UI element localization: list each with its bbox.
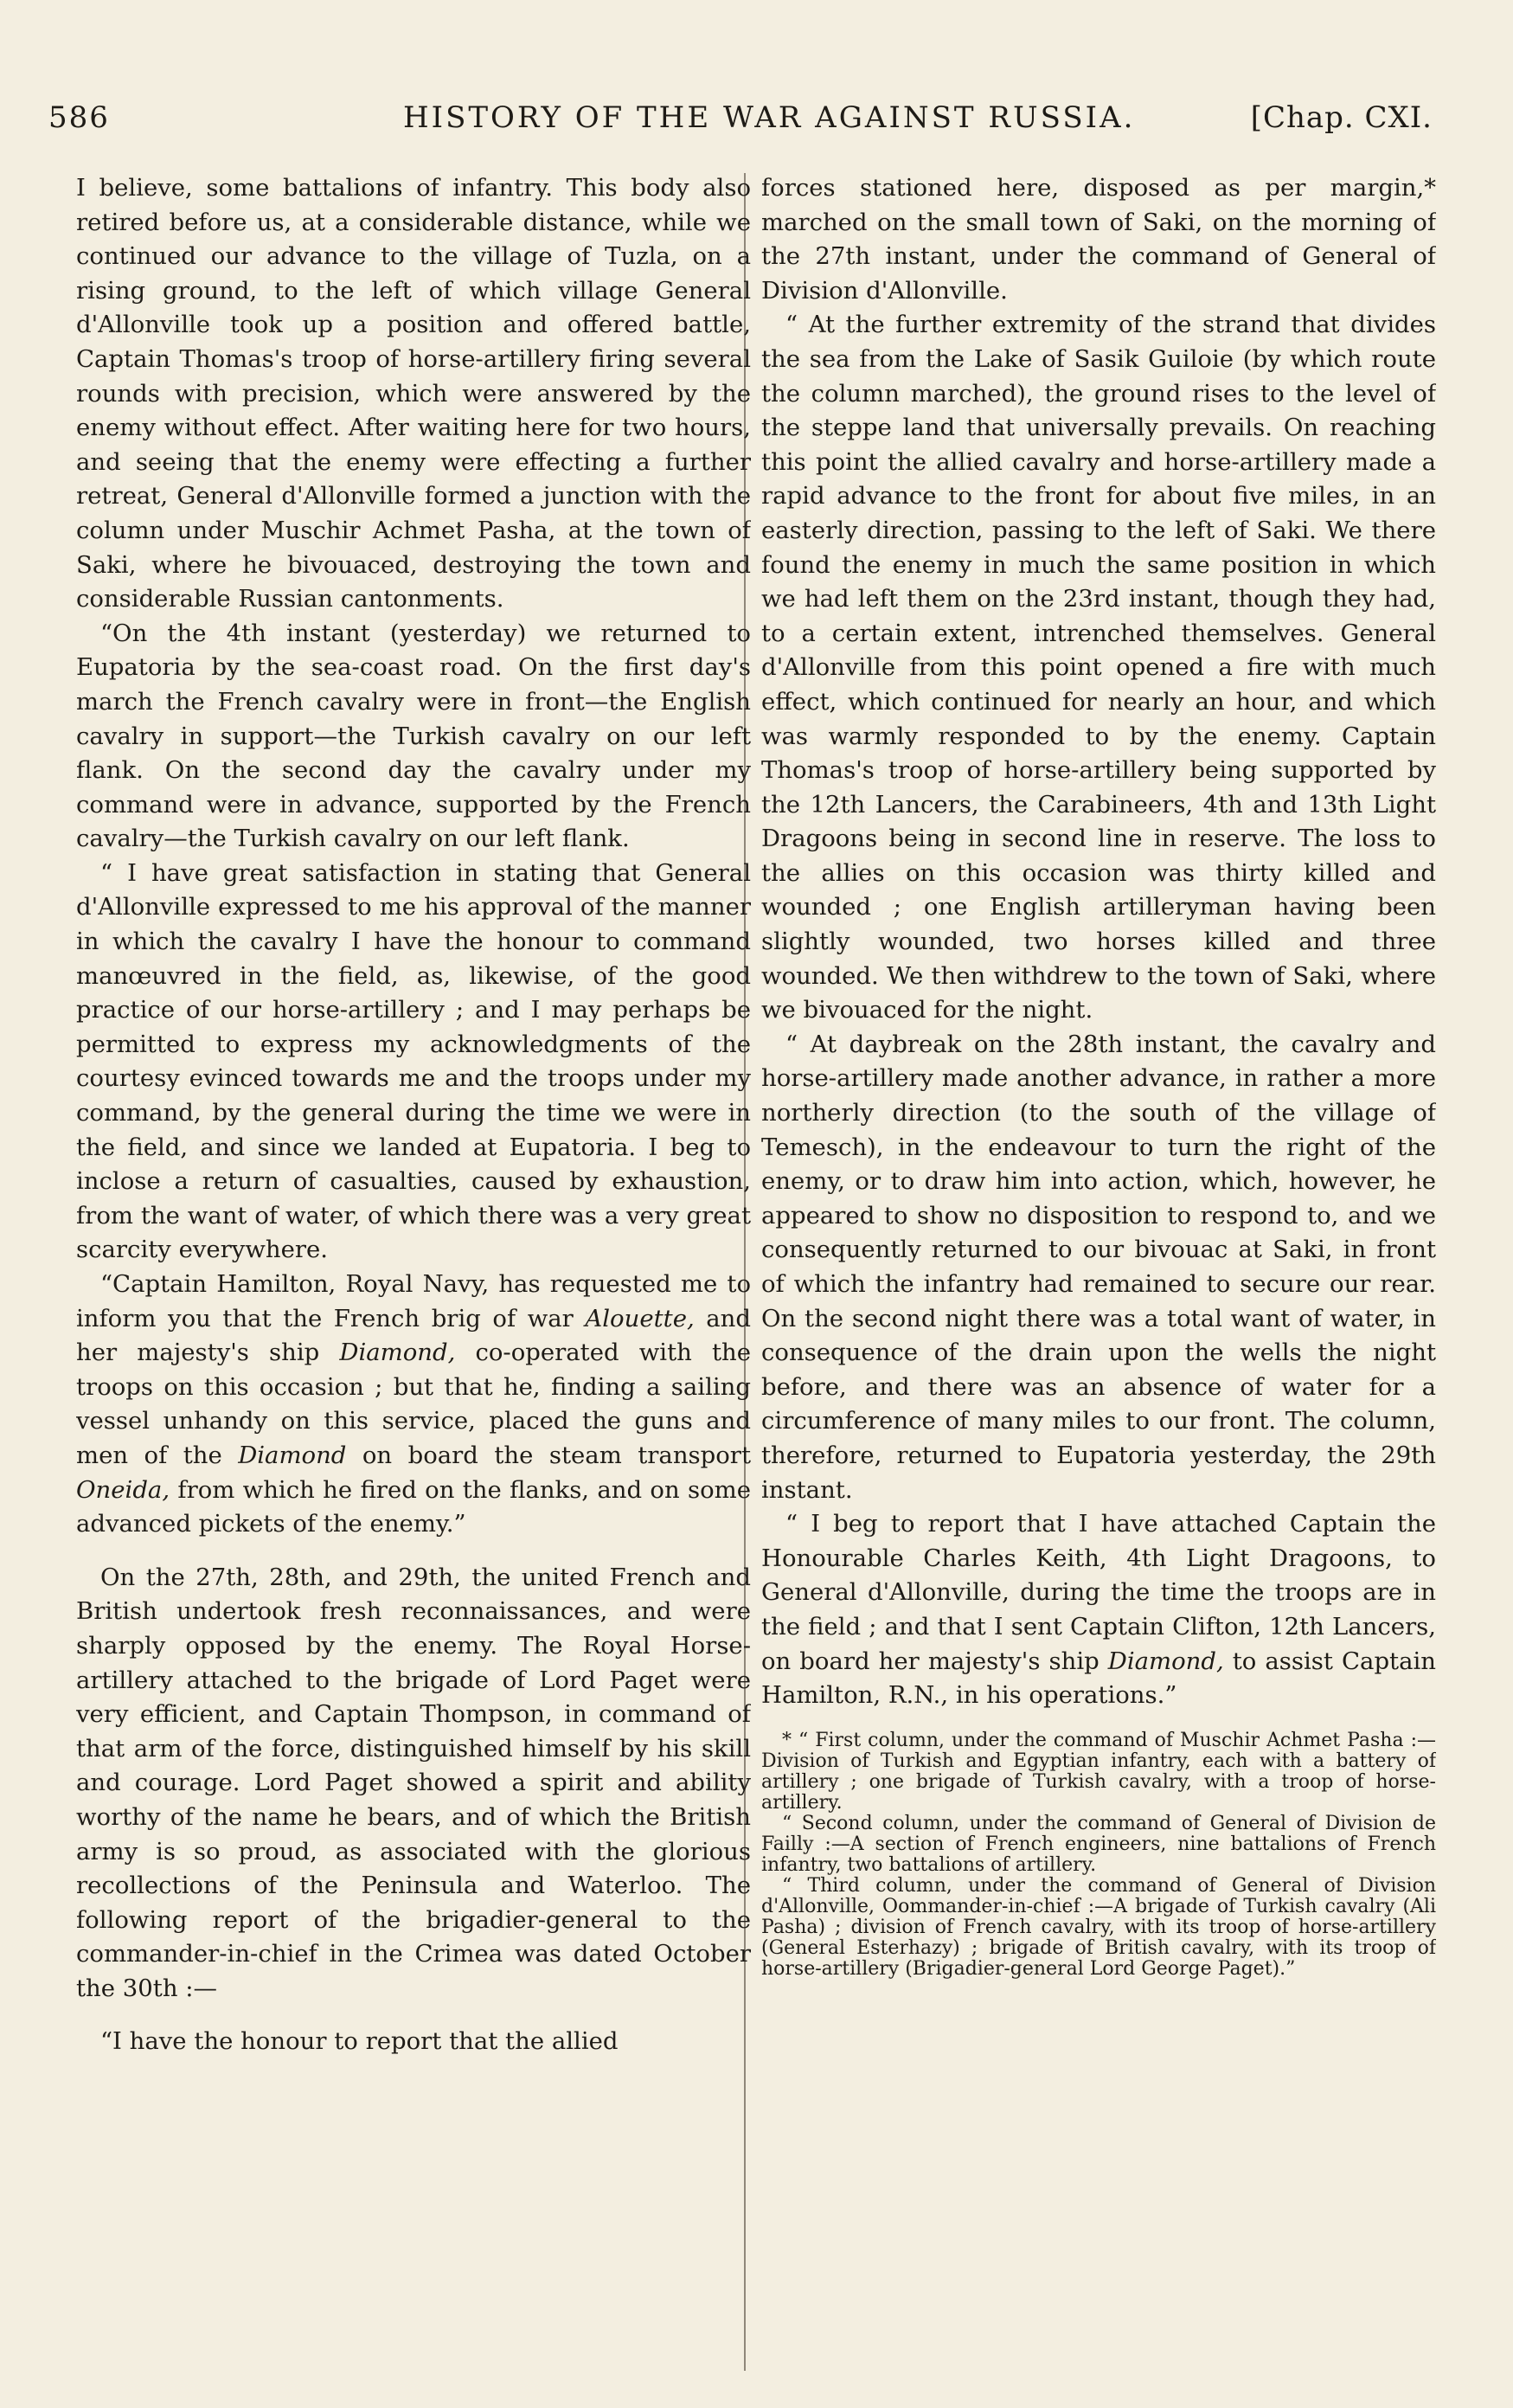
- page-number: 586: [48, 100, 110, 135]
- paragraph: “Captain Hamilton, Royal Navy, has requested me to inform you that the French brig of war Alouette, and her majesty's ship Diamond, co-operated with the troops on this occasion ; but that he, finding a sailing vessel unhandy on this service, placed the guns and men of the Diamond on board the steam transport Oneida, from which he fired on the flanks, and on some advanced pickets of the enemy.”: [76, 1270, 751, 1538]
- ship-name: Diamond,: [339, 1339, 456, 1367]
- ship-name: Diamond,: [1107, 1647, 1224, 1675]
- right-column: [761, 171, 1436, 2386]
- footnote-entry: “ Second column, under the command of General of Division de Failly :—A section of French engineers, nine battalions of French infantry, two battalions of artillery.: [761, 1812, 1436, 1876]
- paragraph: forces stationed here, disposed as per margin,* marched on the small town of Saki, on the morning of the 27th instant, under the command of General of Division d'Allonville.: [761, 174, 1436, 305]
- paragraph: “ I beg to report that I have attached Captain the Honourable Charles Keith, 4th Light Dragoons, to General d'Allonville, during the time the troops are in the field ; and that I sent Captain Clifton, 12th Lancers, on board her majesty's ship Diamond, to assist Captain Hamilton, R.N., in his operations.”: [761, 1510, 1436, 1710]
- footnote-entry: * “ First column, under the command of Muschir Achmet Pasha :—Division of Turkish and Egyptian infantry, each with a battery of artillery ; one brigade of Turkish cavalry, with a troop of horse-artillery.: [761, 1729, 1436, 1814]
- running-title: HISTORY OF THE WAR AGAINST RUSSIA.: [403, 100, 1136, 135]
- paragraph: “ At daybreak on the 28th instant, the cavalry and horse-artillery made another advance, in rather a more northerly direction (to the south of the village of Temesch), in the endeavour to turn the right of the enemy, or to draw him into action, which, however, he appeared to show no disposition to respond to, and we consequently returned to our bivouac at Saki, in front of which the infantry had remained to secure our rear. On the second night there was a total want of water, in consequence of the drain upon the wells the night before, and there was an absence of water for a circumference of many miles to our front. The column, therefore, returned to Eupatoria yesterday, the 29th instant.: [761, 1030, 1436, 1504]
- footnote-entry: “ Third column, under the command of General of Division d'Allonville, Oommander-in-chief :—A brigade of Turkish cavalry (Ali Pasha) ; division of French cavalry, with its troop of horse-artillery (General Esterhazy) ; brigade of British cavalry, with its troop of horse-artillery (Brigadier-general Lord George Paget).”: [761, 1874, 1436, 1980]
- ship-name: Oneida,: [76, 1475, 170, 1504]
- paragraph: On the 27th, 28th, and 29th, the united French and British undertook fresh reconnaissances, and were sharply opposed by the enemy. The Royal Horse-artillery attached to the brigade of Lord Paget were very efficient, and Captain Thompson, in command of that arm of the force, distinguished himself by his skill and courage. Lord Paget showed a spirit and ability worthy of the name he bears, and of which the British army is so proud, as associated with the glorious recollections of the Peninsula and Waterloo. The following report of the brigadier-general to the commander-in-chief in the Crimea was dated October the 30th :—: [76, 1563, 751, 2002]
- paragraph: I believe, some battalions of infantry. This body also retired before us, at a considerable distance, while we continued our advance to the village of Tuzla, on a rising ground, to the left of which village General d'Allonville took up a position and offered battle, Captain Thomas's troop of horse-artillery firing several rounds with precision, which were answered by the enemy without effect. After waiting here for two hours, and seeing that the enemy were effecting a further retreat, General d'Allonville formed a junction with the column under Muschir Achmet Pasha, at the town of Saki, where he bivouaced, destroying the town and considerable Russian cantonments.: [76, 174, 751, 613]
- page-header: [48, 92, 1433, 144]
- paragraph: “ At the further extremity of the strand that divides the sea from the Lake of Sasik Guiloie (by which route the column marched), the ground rises to the level of the steppe land that universally prevails. On reaching this point the allied cavalry and horse-artillery made a rapid advance to the front for about five miles, in an easterly direction, passing to the left of Saki. We there found the enemy in much the same position in which we had left them on the 23rd instant, though they had, to a certain extent, intrenched themselves. General d'Allonville from this point opened a fire with much effect, which continued for nearly an hour, and which was warmly responded to by the enemy. Captain Thomas's troop of horse-artillery being supported by the 12th Lancers, the Carabineers, 4th and 13th Light Dragoons being in second line in reserve. The loss to the allies on this occasion was thirty killed and wounded ; one English artilleryman having been slightly wounded, two horses killed and three wounded. We then withdrew to the town of Saki, where we bivouaced for the night.: [761, 311, 1436, 1024]
- ship-name: Diamond: [238, 1441, 347, 1469]
- ship-name: Alouette,: [585, 1304, 695, 1332]
- chapter-label: [Chap. CXI.: [1250, 100, 1433, 135]
- paragraph: “I have the honour to report that the allied: [100, 2027, 619, 2056]
- paragraph: “ I have great satisfaction in stating that General d'Allonville expressed to me his approval of the manner in which the cavalry I have the honour to command manœuvred in the field, as, likewise, of the good practice of our horse-artillery ; and I may perhaps be permitted to express my acknowledgments of the courtesy evinced towards me and the troops under my command, by the general during the time we were in the field, and since we landed at Eupatoria. I beg to inclose a return of casualties, caused by exhaustion, from the want of water, of which there was a very great scarcity everywhere.: [76, 858, 751, 1264]
- paragraph: “On the 4th instant (yesterday) we returned to Eupatoria by the sea-coast road. On the first day's march the French cavalry were in front—the English cavalry in support—the Turkish cavalry on our left flank. On the second day the cavalry under my command were in advance, supported by the French cavalry—the Turkish cavalry on our left flank.: [76, 619, 751, 853]
- footnote: [761, 1731, 1436, 1980]
- left-column: [76, 171, 751, 2386]
